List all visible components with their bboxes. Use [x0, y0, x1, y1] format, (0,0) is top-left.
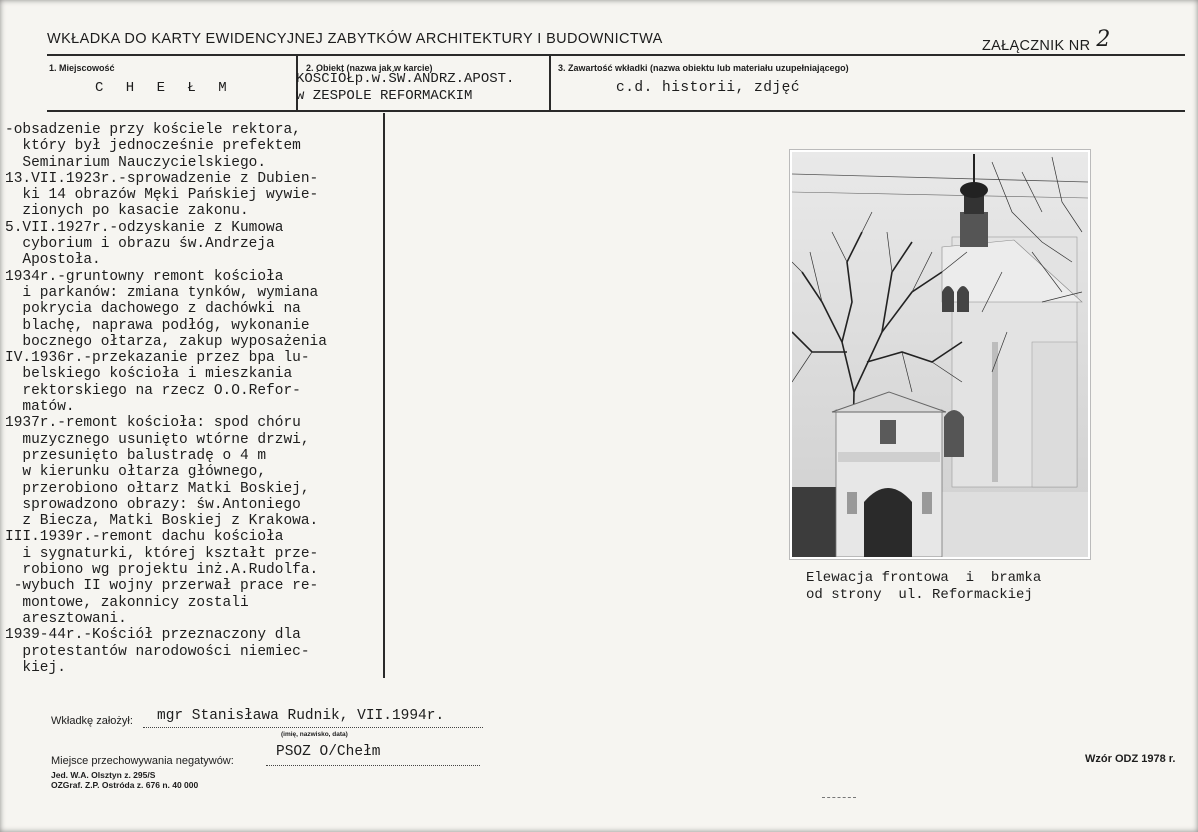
history-line: 5.VII.1927r.-odzyskanie z Kumowa: [5, 219, 284, 236]
history-line: Seminarium Nauczycielskiego.: [5, 154, 267, 171]
annex-number-handwritten: 2: [1096, 27, 1111, 52]
object-label: 2. Obiekt (nazwa jak w karcie): [306, 63, 433, 73]
field-divider-2: [549, 56, 551, 110]
history-line: Apostoła.: [5, 252, 101, 269]
object-value: KOŚCIÓŁp.w.ŚW.ANDRZ.APOST. w ZESPOLE REFORMACKIM: [296, 71, 515, 104]
history-line: 13.VII.1923r.-sprowadzenie z Dubien-: [5, 170, 319, 187]
photo-frame: [789, 149, 1091, 560]
history-line: aresztowani.: [5, 610, 127, 627]
author-value: mgr Stanisława Rudnik, VII.1994r.: [157, 708, 445, 724]
history-line: blachę, naprawa podłóg, wykonanie: [5, 317, 310, 334]
history-line: -obsadzenie przy kościele rektora,: [5, 122, 301, 138]
form-model-number: Wzór ODZ 1978 r.: [1085, 753, 1176, 765]
form-title: WKŁADKA DO KARTY EWIDENCYJNEJ ZABYTKÓW ARCHITEKTURY I BUDOWNICTWA: [47, 31, 663, 47]
pencil-mark: [822, 797, 856, 799]
history-line: robiono wg projektu inż.A.Rudolfa.: [5, 562, 319, 579]
history-line: z Biecza, Matki Boskiej z Krakowa.: [5, 513, 319, 530]
history-line: zionych po kasacie zakonu.: [5, 203, 249, 220]
history-line: przesunięto balustradę o 4 m: [5, 447, 267, 464]
history-line: kiej.: [5, 659, 66, 676]
history-line: w kierunku ołtarza głównego,: [5, 464, 267, 481]
history-line: matów.: [5, 399, 75, 416]
column-divider: [383, 113, 385, 678]
history-line: 1937r.-remont kościoła: spod chóru: [5, 415, 301, 432]
history-line: 1939-44r.-Kościół przeznaczony dla: [5, 627, 301, 644]
history-line: cyborium i obrazu św.Andrzeja: [5, 236, 275, 253]
history-line: IV.1936r.-przekazanie przez bpa lu-: [5, 350, 310, 367]
author-fill-line: [143, 727, 483, 729]
history-line: i parkanów: zmiana tynków, wymiana: [5, 284, 319, 301]
history-line: rektorskiego na rzecz O.O.Refor-: [5, 382, 301, 399]
negatives-fill-line: [266, 765, 480, 767]
history-line: protestantów narodowości niemiec-: [5, 643, 310, 660]
history-line: muzycznego usunięto wtórne drzwi,: [5, 431, 310, 448]
history-line: bocznego ołtarza, zakup wyposażenia: [5, 333, 327, 350]
author-hint: (imię, nazwisko, data): [281, 731, 348, 738]
history-line: przerobiono ołtarz Matki Boskiej,: [5, 480, 310, 497]
contents-value: c.d. historii, zdjęć: [616, 80, 801, 96]
history-line: belskiego kościoła i mieszkania: [5, 366, 293, 383]
church-photo: [792, 152, 1088, 557]
negatives-value: PSOZ O/Chełm: [276, 744, 381, 760]
history-line: ki 14 obrazów Męki Pańskiej wywie-: [5, 187, 319, 204]
photo-caption: Elewacja frontowa i bramka od strony ul. Reformackiej: [806, 570, 1042, 603]
history-text: [5, 122, 385, 676]
printer-line-2: OZGraf. Z.P. Ostróda z. 676 n. 40 000: [51, 780, 199, 790]
history-line: pokrycia dachowego z dachówki na: [5, 301, 301, 318]
locality-label: 1. Miejscowość: [49, 63, 115, 73]
history-line: który był jednocześnie prefektem: [5, 138, 301, 155]
printer-info: [51, 770, 198, 790]
header-rule: [47, 54, 1185, 56]
history-line: 1934r.-gruntowny remont kościoła: [5, 268, 284, 285]
fields-rule: [47, 110, 1185, 112]
locality-value: C H E Ł M: [95, 80, 234, 96]
author-label: Wkładkę założył:: [51, 715, 133, 727]
annex-number: [982, 27, 1111, 56]
history-line: sprowadzono obrazy: św.Antoniego: [5, 496, 301, 513]
contents-label: 3. Zawartość wkładki (nazwa obiektu lub materiału uzupełniającego): [558, 63, 849, 73]
annex-label: ZAŁĄCZNIK NR: [982, 38, 1091, 54]
history-line: i sygnaturki, której kształt prze-: [5, 545, 319, 562]
printer-line-1: Jed. W.A. Olsztyn z. 295/S: [51, 770, 156, 780]
history-line: montowe, zakonnicy zostali: [5, 594, 249, 611]
history-line: III.1939r.-remont dachu kościoła: [5, 529, 284, 546]
negatives-label: Miejsce przechowywania negatywów:: [51, 755, 234, 767]
history-line: -wybuch II wojny przerwał prace re-: [5, 578, 319, 595]
